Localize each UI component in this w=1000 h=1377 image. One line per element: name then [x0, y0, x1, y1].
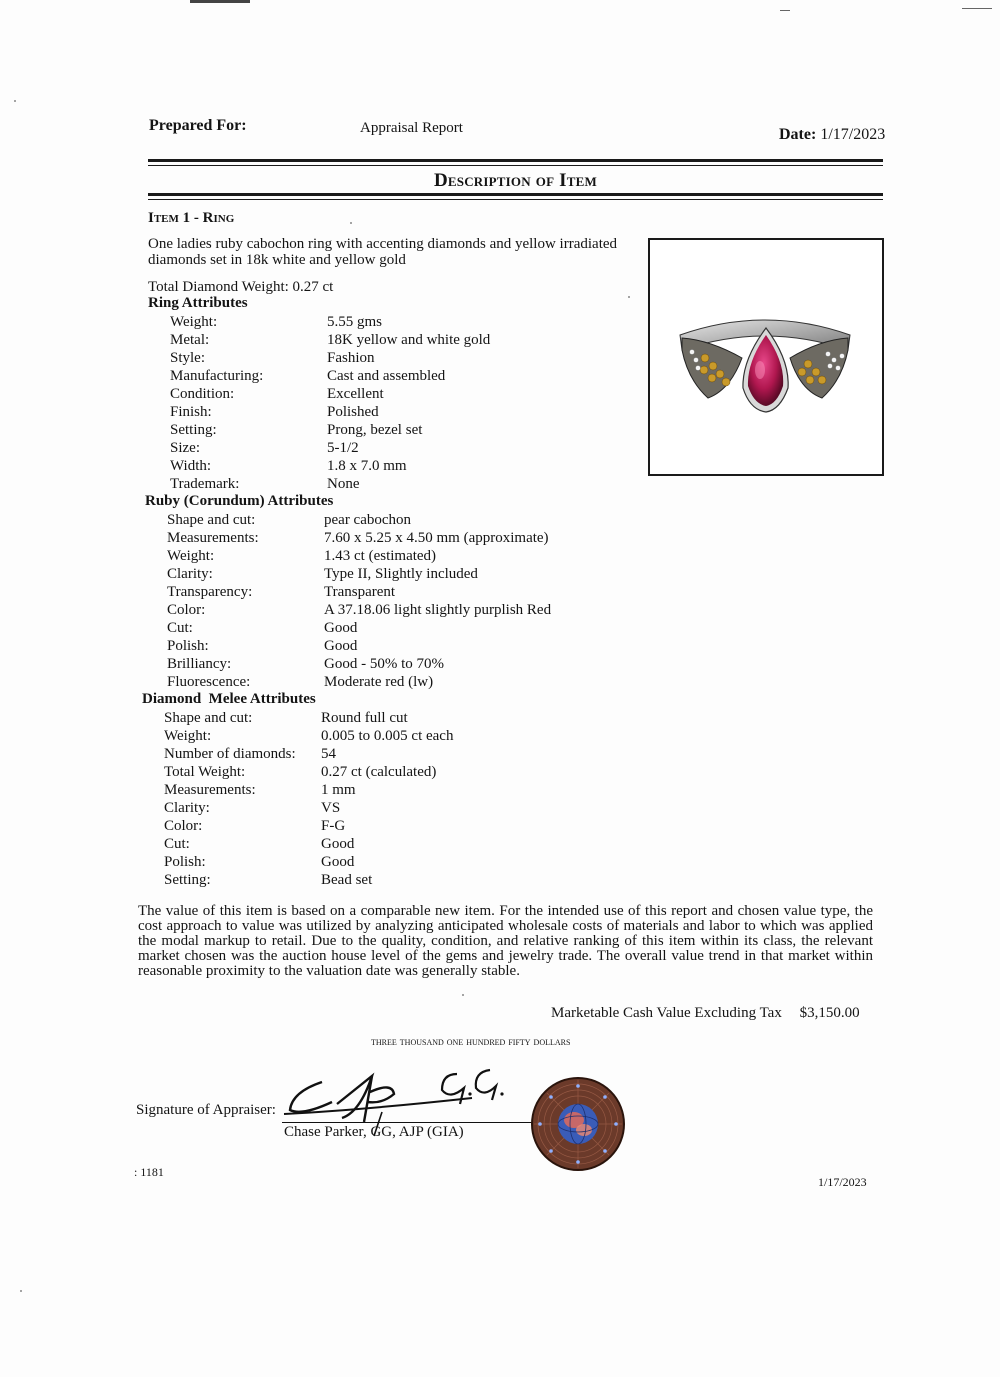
scan-mark-top	[962, 8, 992, 9]
ring-attribute-value: None	[327, 476, 360, 492]
ring-attribute-value: Cast and assembled	[327, 368, 446, 384]
report-date	[779, 126, 885, 144]
melee-attribute-value: 0.27 ct (calculated)	[321, 764, 437, 780]
melee-attribute-value: VS	[321, 800, 341, 816]
melee-attribute-label: Color:	[164, 818, 203, 834]
melee-attribute-label: Polish:	[164, 854, 206, 870]
ring-attribute-label: Trademark:	[170, 476, 240, 492]
ring-attribute-value: 5-1/2	[327, 440, 359, 456]
melee-attribute-value: 1 mm	[321, 782, 356, 798]
melee-attribute-value: Round full cut	[321, 710, 408, 726]
ring-attribute-value: 1.8 x 7.0 mm	[327, 458, 407, 474]
scan-mark-top	[190, 0, 250, 3]
scan-speck	[350, 222, 352, 224]
report-title: Appraisal Report	[360, 120, 463, 136]
melee-attribute-label: Number of diamonds:	[164, 746, 296, 762]
bottom-rule-thin	[148, 199, 883, 200]
bottom-rule-thick	[148, 193, 883, 196]
market-value-amount: $3,150.00	[799, 1005, 860, 1021]
ring-attribute-value: Excellent	[327, 386, 384, 402]
ring-attribute-value: 18K yellow and white gold	[327, 332, 491, 348]
ruby-attributes-title: Ruby (Corundum) Attributes	[145, 493, 334, 509]
ruby-attribute-label: Fluorescence:	[167, 674, 251, 690]
ring-photo	[648, 238, 884, 476]
scan-mark-top	[780, 10, 790, 11]
ruby-attribute-value: Good - 50% to 70%	[324, 656, 444, 672]
scan-speck	[462, 994, 464, 996]
ring-attribute-value: 5.55 gms	[327, 314, 383, 330]
ruby-attribute-label: Brilliancy:	[167, 656, 232, 672]
prepared-for-label: Prepared For:	[149, 117, 247, 134]
ruby-attribute-value: A 37.18.06 light slightly purplish Red	[324, 602, 552, 618]
ring-attribute-label: Size:	[170, 440, 200, 456]
melee-attribute-label: Setting:	[164, 872, 211, 888]
ruby-attribute-label: Polish:	[167, 638, 209, 654]
value-in-words: three thousand one hundred fifty dollars	[371, 1034, 571, 1048]
ring-attribute-label: Manufacturing:	[170, 368, 264, 384]
top-rule-thin	[148, 165, 883, 166]
appraiser-seal	[530, 1076, 626, 1172]
ring-attribute-value: Polished	[327, 404, 379, 420]
ruby-attribute-label: Color:	[167, 602, 206, 618]
ruby-attribute-value: Good	[324, 620, 358, 636]
melee-attribute-value: Bead set	[321, 872, 373, 888]
ring-attribute-label: Style:	[170, 350, 206, 366]
ring-image	[650, 240, 882, 474]
melee-attribute-value: 54	[321, 746, 336, 762]
item-title: Item 1 - Ring	[148, 210, 235, 226]
date-label: Date:	[779, 126, 817, 143]
ring-attribute-label: Finish:	[170, 404, 212, 420]
ruby-attribute-label: Shape and cut:	[167, 512, 256, 528]
ruby-attribute-value: 7.60 x 5.25 x 4.50 mm (approximate)	[324, 530, 549, 546]
ruby-attribute-label: Weight:	[167, 548, 215, 564]
appraiser-name: Chase Parker, GG, AJP (GIA)	[284, 1124, 464, 1140]
ring-attributes-title: Ring Attributes	[148, 295, 248, 311]
ruby-attribute-label: Cut:	[167, 620, 193, 636]
ruby-attribute-value: Transparent	[324, 584, 396, 600]
melee-attribute-label: Cut:	[164, 836, 190, 852]
melee-attribute-label: Clarity:	[164, 800, 210, 816]
ruby-attribute-value: Type II, Slightly included	[324, 566, 478, 582]
scan-speck	[628, 296, 630, 298]
section-title: Description of Item	[434, 170, 597, 191]
ring-attribute-label: Condition:	[170, 386, 235, 402]
melee-attribute-value: Good	[321, 836, 355, 852]
ruby-attribute-label: Clarity:	[167, 566, 213, 582]
ruby-attribute-value: Moderate red (lw)	[324, 674, 434, 690]
ruby-attribute-value: pear cabochon	[324, 512, 412, 528]
melee-attribute-label: Shape and cut:	[164, 710, 253, 726]
total-diamond-weight: Total Diamond Weight: 0.27 ct	[148, 279, 334, 295]
footer-date: 1/17/2023	[818, 1175, 867, 1189]
footer-reference: : 1181	[134, 1165, 164, 1179]
valuation-paragraph: The value of this item is based on a comparable new item. For the intended use of this report and chosen value type, the cost approach to value was utilized by analyzing anticipated wholesale costs of materials and labor to which was applied the modal markup to retail. Due to the quality, condition, and relative ranking of this item within its class, the relevant market chosen was the auction house level of the gems and jewelry trade. The overall value trend in that market within reasonable proximity to the valuation date was generally stable.	[138, 903, 873, 979]
ruby-attribute-label: Transparency:	[167, 584, 253, 600]
melee-attribute-label: Total Weight:	[164, 764, 246, 780]
scan-speck	[20, 1290, 22, 1292]
signature-line	[282, 1122, 544, 1123]
ring-attribute-label: Setting:	[170, 422, 217, 438]
ruby-attribute-value: Good	[324, 638, 358, 654]
ring-attribute-value: Prong, bezel set	[327, 422, 423, 438]
top-rule-thick	[148, 159, 883, 162]
market-value-label: Marketable Cash Value Excluding Tax	[551, 1005, 782, 1021]
melee-attributes-title: Diamond Melee Attributes	[142, 691, 316, 707]
melee-attribute-label: Measurements:	[164, 782, 256, 798]
melee-attribute-value: F-G	[321, 818, 346, 834]
ring-attribute-label: Width:	[170, 458, 212, 474]
item-description: One ladies ruby cabochon ring with accenting diamonds and yellow irradiated diamonds set in 18k white and yellow gold	[148, 236, 618, 268]
ring-attribute-value: Fashion	[327, 350, 375, 366]
ruby-attribute-value: 1.43 ct (estimated)	[324, 548, 437, 564]
melee-attribute-value: 0.005 to 0.005 ct each	[321, 728, 454, 744]
market-value-line	[551, 1005, 860, 1022]
ring-attribute-label: Metal:	[170, 332, 210, 348]
melee-attribute-value: Good	[321, 854, 355, 870]
date-value: 1/17/2023	[820, 126, 886, 143]
signature-label: Signature of Appraiser:	[136, 1102, 276, 1118]
scan-speck	[14, 100, 16, 102]
melee-attribute-label: Weight:	[164, 728, 212, 744]
ring-attribute-label: Weight:	[170, 314, 218, 330]
ruby-attribute-label: Measurements:	[167, 530, 259, 546]
